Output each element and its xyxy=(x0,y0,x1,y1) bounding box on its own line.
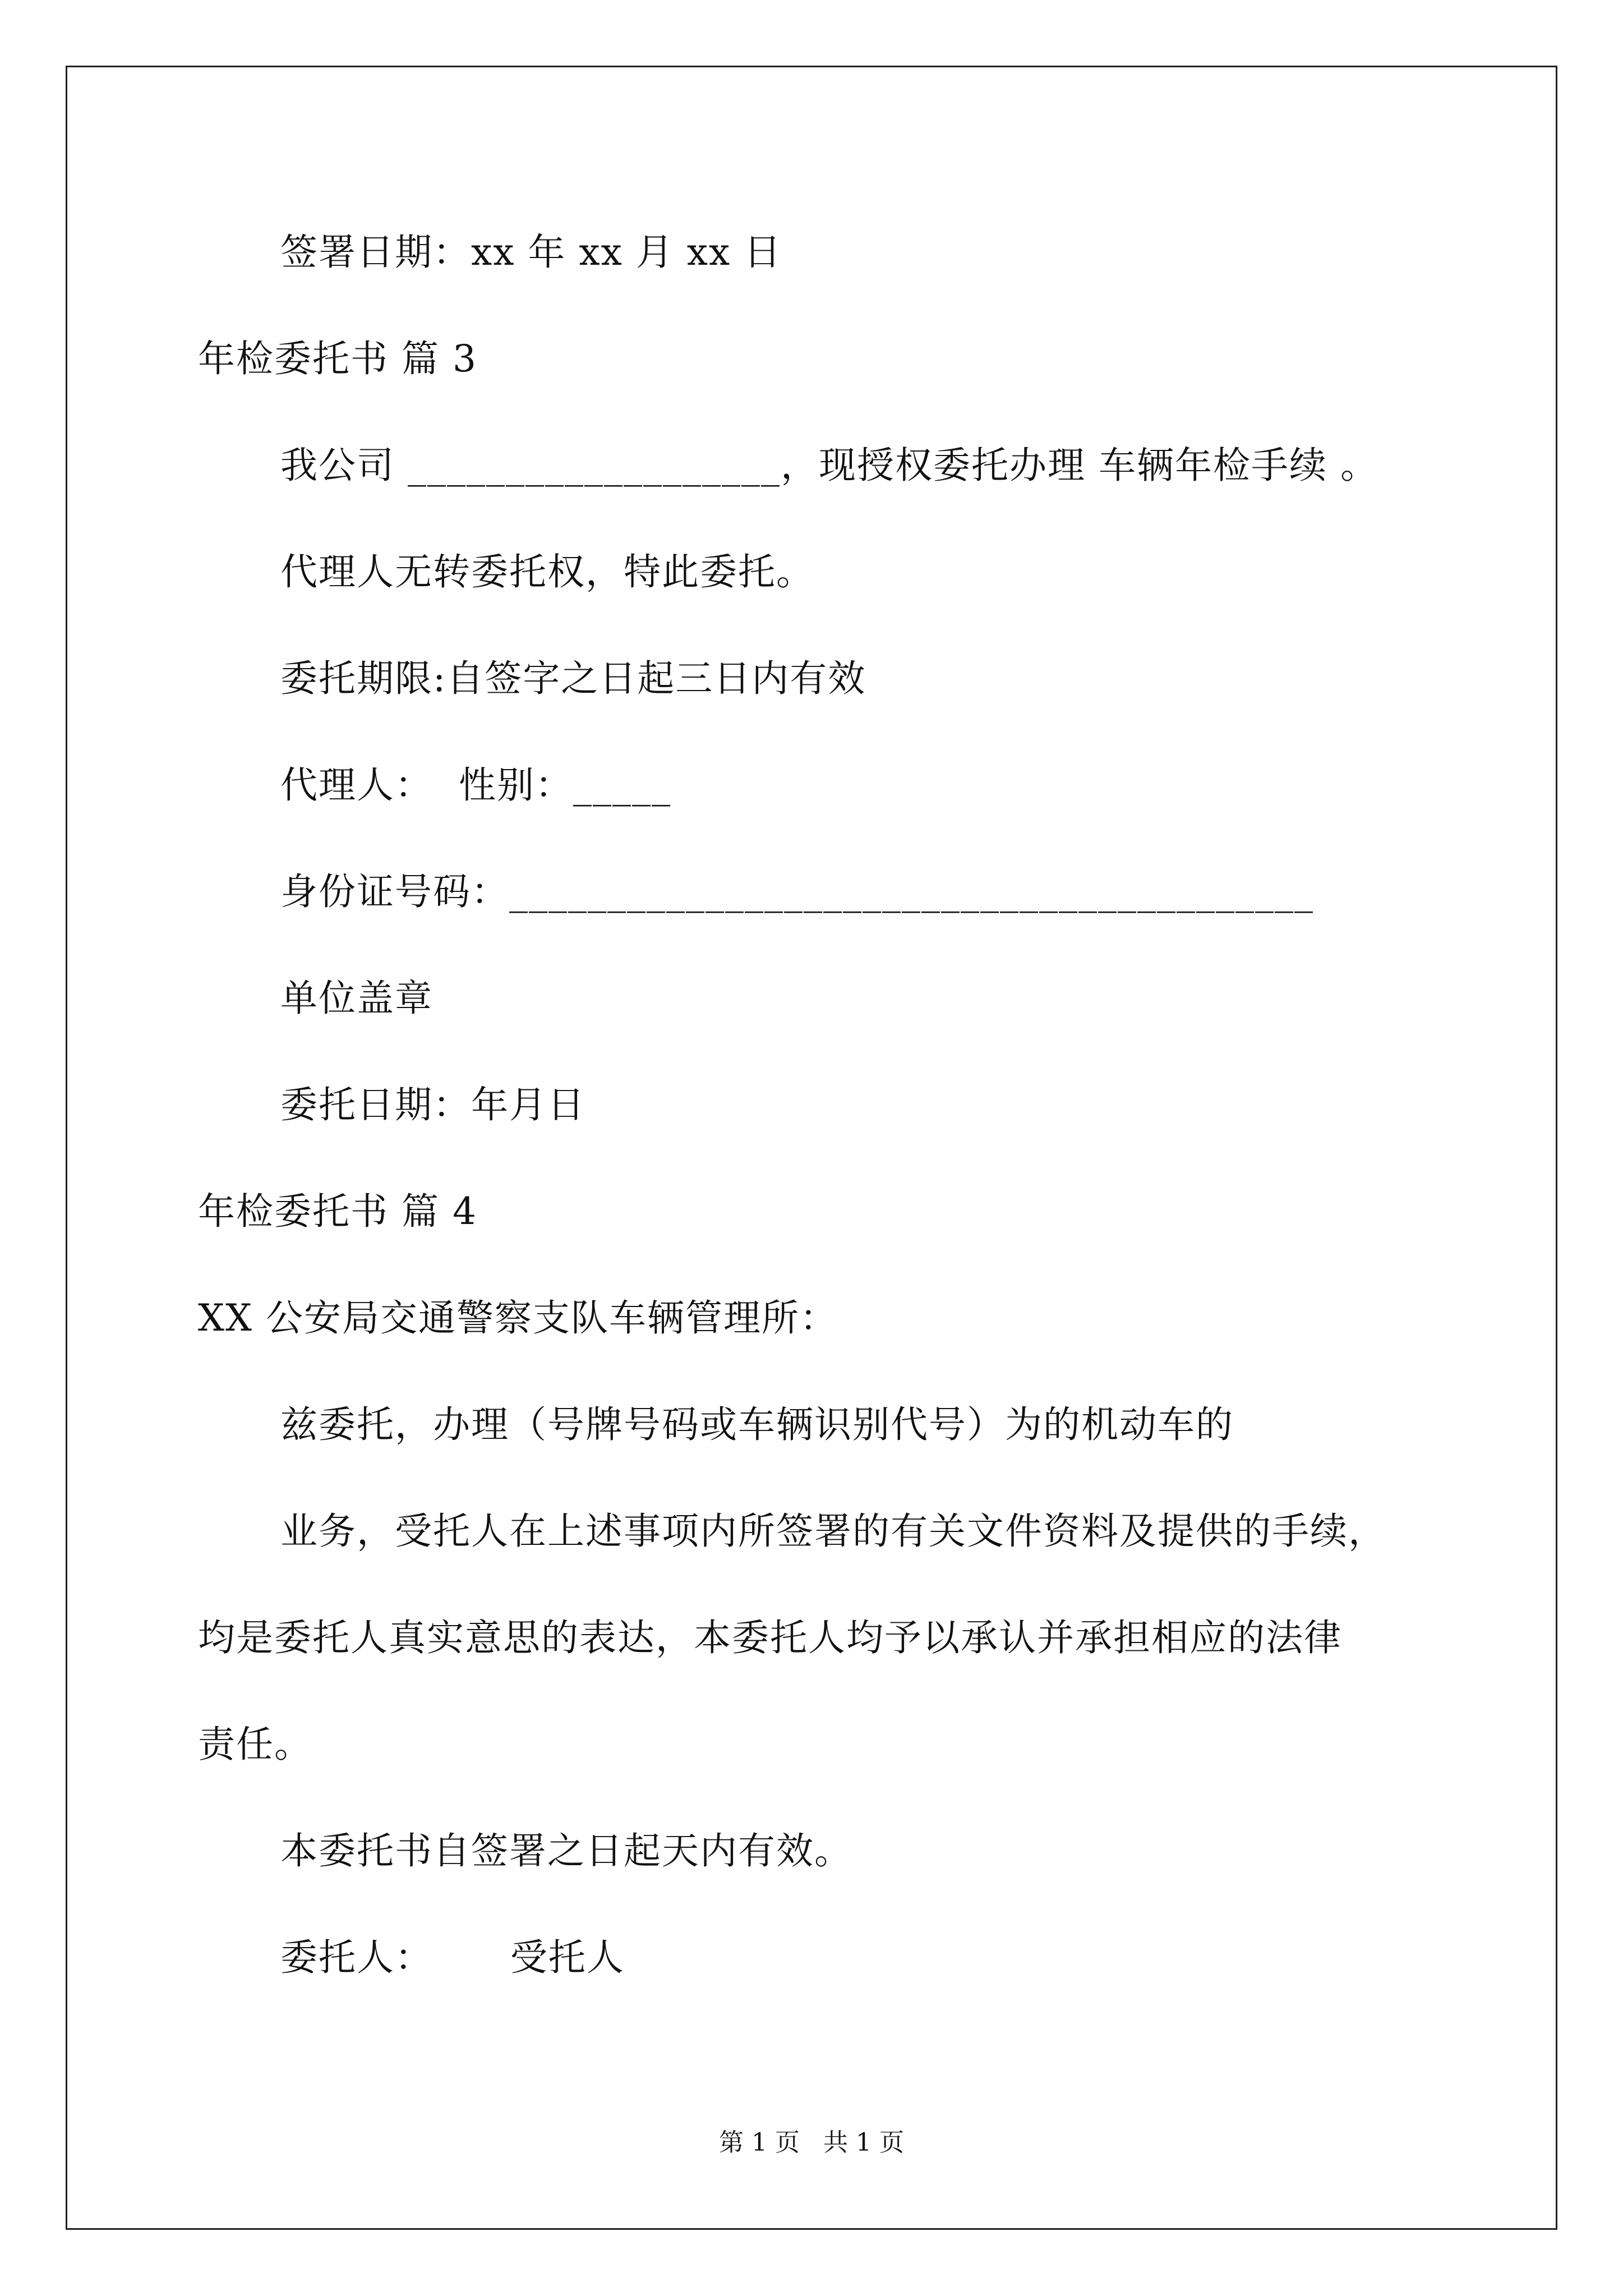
sign-date-line: 签署日期：xx 年 xx 月 xx 日 xyxy=(280,231,782,274)
entrust-date-line: 委托日期：年月日 xyxy=(280,1083,585,1126)
body-paragraph-line-1: 兹委托，办理（号牌号码或车辆识别代号）为的机动车的 xyxy=(280,1403,1234,1446)
agent-gender-line: 代理人： 性别：_____ xyxy=(280,763,671,807)
section-heading-3: 年检委托书 篇 3 xyxy=(198,337,477,380)
body-paragraph-line-4: 责任。 xyxy=(198,1723,312,1766)
body-paragraph-line-3: 均是委托人真实意思的表达，本委托人均予以承认并承担相应的法律 xyxy=(198,1616,1342,1659)
parties-line: 委托人： 受托人 xyxy=(280,1936,625,1979)
body-paragraph-line-2: 业务，受托人在上述事项内所签署的有关文件资料及提供的手续， xyxy=(280,1510,1386,1553)
seal-line: 单位盖章 xyxy=(280,977,433,1020)
addressee-line: XX 公安局交通警察支队车辆管理所： xyxy=(198,1296,838,1340)
section-heading-4: 年检委托书 篇 4 xyxy=(198,1190,477,1233)
no-subdelegation-line: 代理人无转委托权，特此委托。 xyxy=(280,550,814,593)
company-authorization-line: 我公司 ___________________，现授权委托办理 车辆年检手续 。 xyxy=(280,444,1378,487)
validity-line: 本委托书自签署之日起天内有效。 xyxy=(280,1829,852,1872)
page-frame xyxy=(66,66,1557,2230)
page-footer: 第 1 页 共 1 页 xyxy=(719,2128,904,2157)
id-number-line: 身份证号码：_________________________________________ xyxy=(280,870,1314,913)
entrust-term-line: 委托期限:自签字之日起三日内有效 xyxy=(280,657,866,700)
